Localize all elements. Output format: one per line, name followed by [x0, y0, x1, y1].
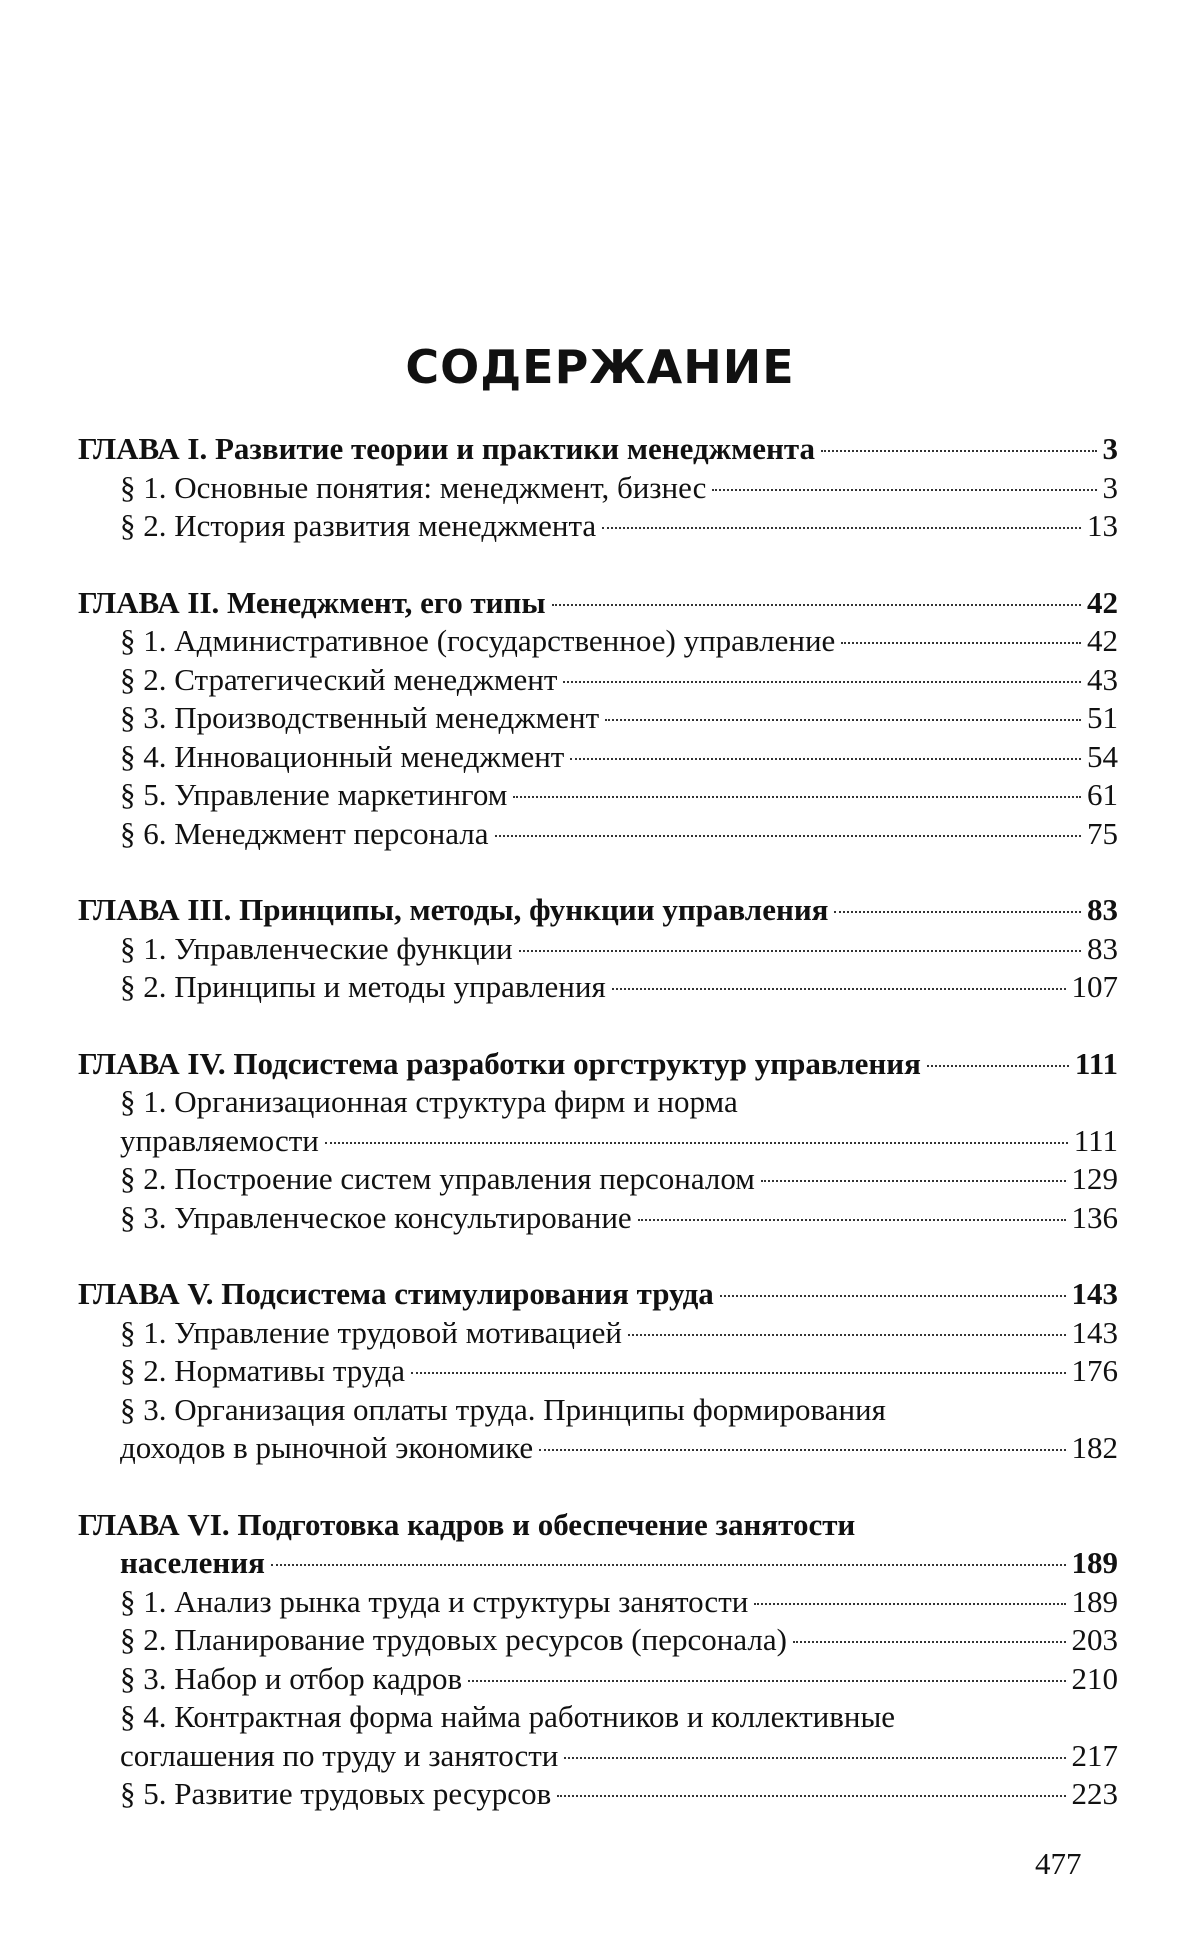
toc-entry-text: § 6. Менеджмент персонала [120, 815, 489, 851]
dot-leader [468, 1680, 1065, 1682]
toc-page-number: 210 [1071, 1660, 1118, 1696]
chapter-5 [78, 1275, 1118, 1468]
toc-page-number: 83 [1087, 892, 1118, 927]
toc-page-number: 217 [1071, 1737, 1118, 1773]
toc-entry-text: § 1. Административное (государственное) управление [120, 623, 836, 658]
toc-entry-text: соглашения по труду и занятости [120, 1737, 559, 1773]
toc-page-number: 203 [1071, 1622, 1118, 1657]
toc-section-entry [78, 930, 1118, 969]
dot-leader [720, 1295, 1066, 1297]
dot-leader [513, 796, 1081, 798]
toc-page-number: 143 [1071, 1276, 1118, 1311]
chapter-3 [78, 891, 1118, 1007]
toc-page-number: 3 [1102, 469, 1118, 505]
toc-section-entry [78, 622, 1118, 661]
toc-entry-text: ГЛАВА V. Подсистема стимулирования труда [78, 1276, 714, 1311]
toc-page-number: 189 [1071, 1545, 1118, 1580]
toc-section-entry [78, 507, 1118, 546]
dot-leader [539, 1449, 1065, 1451]
toc-page-number: 136 [1071, 1199, 1118, 1235]
dot-leader [564, 1757, 1065, 1759]
dot-leader [495, 835, 1081, 837]
dot-leader [519, 950, 1081, 952]
toc-section-entry-continuation [78, 1122, 1118, 1161]
toc-entry-text: § 5. Управление маркетингом [120, 777, 508, 812]
toc-section-entry [78, 1199, 1118, 1238]
chapter-6 [78, 1506, 1118, 1814]
dot-leader [761, 1180, 1066, 1182]
toc-section-entry-first-line: § 1. Организационная структура фирм и норма [120, 1084, 738, 1119]
toc-page-number: 42 [1087, 623, 1118, 658]
toc-entry-text: населения [120, 1545, 265, 1580]
toc-page-number: 176 [1071, 1353, 1118, 1388]
toc-page-number: 42 [1087, 584, 1118, 620]
toc-page-number: 143 [1071, 1314, 1118, 1350]
dot-leader [628, 1334, 1066, 1336]
toc-section-entry [78, 661, 1118, 700]
toc-section-entry [78, 469, 1118, 508]
toc-section-entry [78, 738, 1118, 777]
toc-entry-text: § 1. Анализ рынка труда и структуры занятости [120, 1583, 749, 1619]
toc-page-number: 43 [1087, 661, 1118, 697]
toc-page-number: 51 [1087, 700, 1118, 735]
toc-section-entry-continuation [78, 1737, 1118, 1776]
toc-entry-text: ГЛАВА II. Менеджмент, его типы [78, 584, 546, 620]
toc-page-number: 129 [1071, 1161, 1118, 1196]
toc-entry-text: § 1. Основные понятия: менеджмент, бизнес [120, 469, 707, 505]
toc-chapter-heading [78, 1045, 1118, 1084]
toc-chapter-heading [78, 1275, 1118, 1314]
toc-page-number: 61 [1087, 777, 1118, 812]
dot-leader [552, 604, 1081, 606]
toc-page-number: 3 [1102, 431, 1118, 466]
toc-section-entry [78, 776, 1118, 815]
dot-leader [754, 1603, 1065, 1605]
toc-chapter-heading-continuation [78, 1544, 1118, 1583]
toc-entry-text: § 1. Управленческие функции [120, 930, 513, 966]
dot-leader [563, 681, 1081, 683]
toc-section-entry [78, 1583, 1118, 1622]
dot-leader [612, 988, 1066, 990]
toc-page-number: 182 [1071, 1430, 1118, 1465]
toc-page-number: 223 [1071, 1776, 1118, 1811]
toc-entry-text: § 1. Управление трудовой мотивацией [120, 1314, 622, 1350]
chapter-1 [78, 430, 1118, 546]
toc-page-number: 75 [1087, 815, 1118, 851]
toc-section-entry [78, 1160, 1118, 1199]
dot-leader [638, 1219, 1066, 1221]
toc-entry-text: § 2. Принципы и методы управления [120, 969, 606, 1004]
toc-page-number: 107 [1071, 969, 1118, 1004]
dot-leader [570, 758, 1081, 760]
toc-chapter-heading [78, 891, 1118, 930]
toc-entry-text: § 2. Нормативы труда [120, 1353, 405, 1388]
toc-entry-text: ГЛАВА IV. Подсистема разработки оргструктур управления [78, 1045, 921, 1081]
toc-chapter-heading-first-line: ГЛАВА VI. Подготовка кадров и обеспечение занятости [78, 1506, 856, 1542]
dot-leader [841, 642, 1081, 644]
page-number-folio: 477 [1035, 1846, 1082, 1881]
dot-leader [557, 1795, 1065, 1797]
toc-page-number: 189 [1071, 1583, 1118, 1619]
dot-leader [605, 719, 1081, 721]
toc-section-entry-continuation [78, 1429, 1118, 1468]
dot-leader [834, 911, 1081, 913]
toc-section-entry [78, 815, 1118, 854]
toc-entry-text: § 2. История развития менеджмента [120, 508, 597, 543]
dot-leader [821, 450, 1097, 452]
toc-section-entry [78, 1775, 1118, 1814]
toc-entry-text: доходов в рыночной экономике [120, 1430, 534, 1465]
toc-section-entry [78, 1314, 1118, 1353]
page-title: СОДЕРЖАНИЕ [405, 340, 795, 394]
toc-chapter-heading [78, 430, 1118, 469]
dot-leader [411, 1372, 1066, 1374]
toc-entry-text: § 3. Набор и отбор кадров [120, 1660, 463, 1696]
chapter-2 [78, 584, 1118, 854]
toc-page-number: 111 [1073, 1122, 1118, 1158]
dot-leader [927, 1065, 1069, 1067]
toc-page-number: 83 [1087, 930, 1118, 966]
toc-section-entry [78, 1660, 1118, 1699]
dot-leader [793, 1641, 1066, 1643]
toc-entry-text: § 2. Планирование трудовых ресурсов (персонала) [120, 1622, 787, 1657]
toc-entry-text: § 2. Построение систем управления персоналом [120, 1161, 755, 1196]
dot-leader [602, 527, 1081, 529]
toc-chapter-heading [78, 584, 1118, 623]
toc-section-entry [78, 1621, 1118, 1660]
toc-section-entry [78, 699, 1118, 738]
toc-entry-text: § 4. Инновационный менеджмент [120, 738, 565, 774]
chapter-4 [78, 1045, 1118, 1238]
dot-leader [712, 489, 1096, 491]
toc-section-entry [78, 968, 1118, 1007]
toc-entry-text: § 3. Управленческое консультирование [120, 1199, 632, 1235]
toc-page-number: 13 [1087, 508, 1118, 543]
toc-entry-text: § 5. Развитие трудовых ресурсов [120, 1776, 552, 1811]
toc-entry-text: § 2. Стратегический менеджмент [120, 661, 558, 697]
toc-entry-text: § 3. Производственный менеджмент [120, 700, 600, 735]
toc-entry-text: ГЛАВА I. Развитие теории и практики менеджмента [78, 431, 815, 466]
dot-leader [271, 1564, 1066, 1566]
toc-page-number: 111 [1074, 1045, 1118, 1081]
toc-section-entry [78, 1352, 1118, 1391]
toc-entry-text: ГЛАВА III. Принципы, методы, функции управления [78, 892, 829, 927]
table-of-contents [78, 430, 1118, 1852]
toc-section-entry-first-line: § 4. Контрактная форма найма работников и коллективные [120, 1699, 896, 1734]
toc-page-number: 54 [1087, 738, 1118, 774]
dot-leader [325, 1142, 1068, 1144]
toc-entry-text: управляемости [120, 1122, 319, 1158]
toc-section-entry-first-line: § 3. Организация оплаты труда. Принципы формирования [120, 1391, 886, 1427]
